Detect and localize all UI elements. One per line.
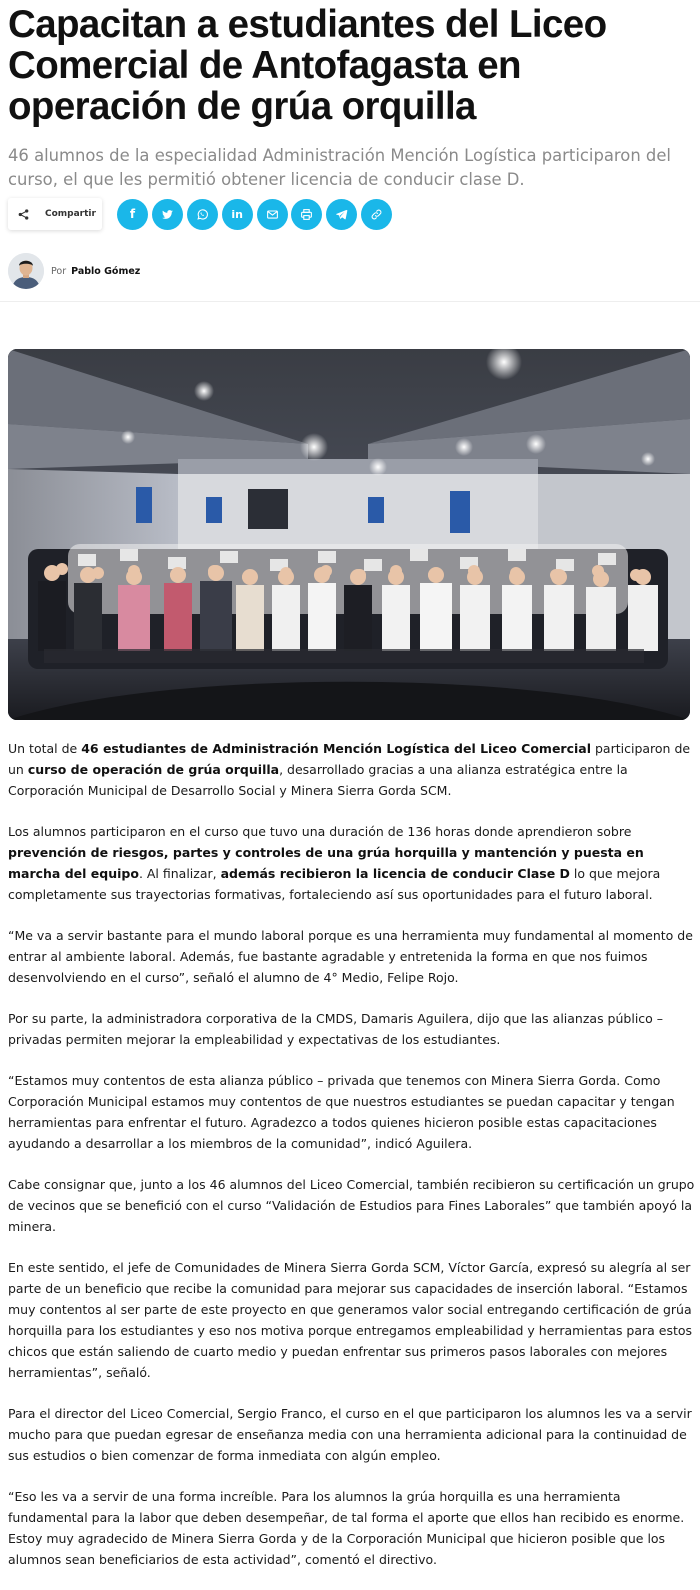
twitter-button[interactable] <box>152 199 183 230</box>
author-name[interactable]: Pablo Gómez <box>71 265 141 277</box>
author-avatar[interactable] <box>8 253 44 289</box>
paragraph-6: Cabe consignar que, junto a los 46 alumnos del Liceo Comercial, también recibieron su certificación un grupo de vecinos que se benefició con el curso “Validación de Estudios para Fines Laborales” que también apoyó la minera. <box>8 1177 695 1234</box>
share-bar <box>8 198 396 230</box>
article-subtitle: 46 alumnos de la especialidad Administración Mención Logística participaron del curso, el que les permitió obtener licencia de conducir clase D. <box>8 146 671 189</box>
facebook-button[interactable] <box>117 199 148 230</box>
article-photo <box>8 349 690 720</box>
facebook-icon: f <box>129 207 136 221</box>
share-button[interactable] <box>8 198 102 230</box>
paragraph-5: “Estamos muy contentos de esta alianza público – privada que tenemos con Minera Sierra Gorda. Como Corporación Municipal estamos muy contentos de que nuestros estudiantes se puedan capacitar y tengan herramientas para enfrentar el futuro. Agradezco a todos quienes hicieron posible estas capacitaciones ayudando a desarrollar a los miembros de la comunidad”, indicó Aguilera. <box>8 1073 675 1151</box>
twitter-icon <box>161 208 174 221</box>
whatsapp-icon <box>196 208 209 221</box>
whatsapp-button[interactable] <box>187 199 218 230</box>
paragraph-7: En este sentido, el jefe de Comunidades de Minera Sierra Gorda SCM, Víctor García, expresó su alegría al ser parte de un beneficio que recibe la comunidad para mejorar sus capacidades de inserción laboral. “Estamos muy contentos al ser parte de este proyecto en que generamos valor social entregando certificación de grúa horquilla para los estudiantes y eso nos motiva porque entregamos empleabilidad y herramientas para estos chicos que están saliendo de cuarto medio y puedan enfrentar sus primeros pasos laborales con mejores herramientas”, señaló. <box>8 1260 693 1380</box>
paragraph-3: “Me va a servir bastante para el mundo laboral porque es una herramienta muy fundamental al momento de entrar al ambiente laboral. Además, fue bastante agradable y entretenida la forma en que nos fuimos desenvolviendo en el curso”, señaló el alumno de 4° Medio, Felipe Rojo. <box>8 928 693 985</box>
linkedin-icon: in <box>231 207 243 221</box>
article-title: Capacitan a estudiantes del Liceo Comercial de Antofagasta en operación de grúa orquilla <box>8 3 607 128</box>
telegram-button[interactable] <box>326 199 357 230</box>
linkedin-button[interactable] <box>222 199 253 230</box>
email-icon <box>266 208 279 221</box>
author-byline <box>8 253 140 289</box>
share-label: Compartir <box>45 209 96 219</box>
article-body <box>8 738 696 1590</box>
telegram-icon <box>335 208 348 221</box>
paragraph-4: Por su parte, la administradora corporativa de la CMDS, Damaris Aguilera, dijo que las alianzas público – privadas permiten mejorar la empleabilidad y expectativas de los estudiantes. <box>8 1011 664 1047</box>
print-icon <box>300 208 313 221</box>
paragraph-9: “Eso les va a servir de una forma increíble. Para los alumnos la grúa horquilla es una herramienta fundamental para la labor que deben desempeñar, de tal forma el aporte que ellos han recibido es enorme. Estoy muy agradecido de Minera Sierra Gorda y de la Corporación Municipal que hicieron posible que los alumnos sean beneficiarios de esta actividad”, comentó el directivo. <box>8 1489 685 1567</box>
copy-link-icon <box>370 208 383 221</box>
paragraph-8: Para el director del Liceo Comercial, Sergio Franco, el curso en el que participaron los alumnos les va a servir mucho para que puedan egresar de enseñanza media con una herramienta adicional para la continuidad de sus estudios o bien comenzar de forma inmediata con algún empleo. <box>8 1406 692 1463</box>
paragraph-2: Los alumnos participaron en el curso que tuvo una duración de 136 horas donde aprendieron sobre prevención de riesgos, partes y controles de una grúa horquilla y mantención y puesta en marcha del equipo. Al finalizar, además recibieron la licencia de conducir Clase D lo que mejora completamente sus trayectorias formativas, fortaleciendo así sus oportunidades para el futuro laboral. <box>8 824 661 902</box>
email-button[interactable] <box>257 199 288 230</box>
print-button[interactable] <box>291 199 322 230</box>
social-buttons <box>117 199 396 230</box>
paragraph-1: Un total de 46 estudiantes de Administración Mención Logística del Liceo Comercial participaron de un curso de operación de grúa orquilla, desarrollado gracias a una alianza estratégica entre la Corporación Municipal de Desarrollo Social y Minera Sierra Gorda SCM. <box>8 741 691 798</box>
copy-link-button[interactable] <box>361 199 392 230</box>
share-icon <box>18 209 29 220</box>
author-prefix: Por <box>51 265 67 277</box>
header-divider <box>0 301 700 302</box>
